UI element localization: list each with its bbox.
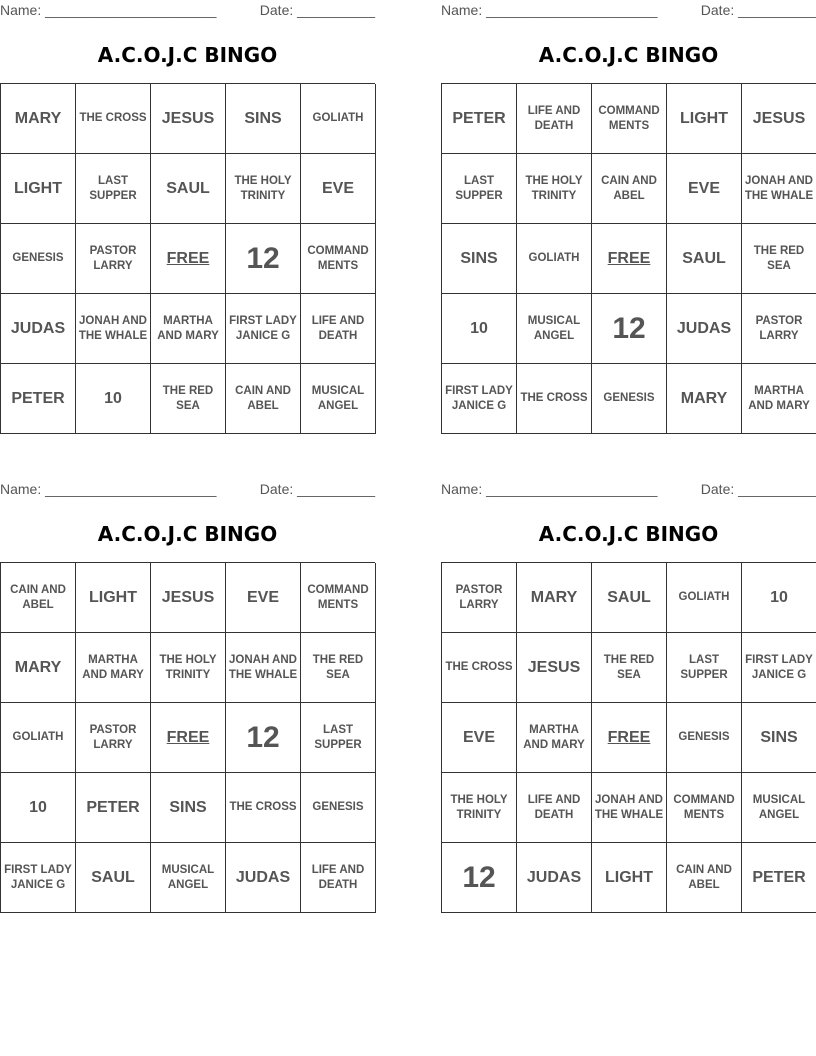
cell-text: LIFE AND DEATH (527, 104, 581, 132)
cell-text: PETER (752, 868, 806, 886)
cell-text: 12 (462, 860, 496, 894)
cell-text: MUSICAL ANGEL (311, 384, 365, 412)
card-title: A.C.O.J.C BINGO (538, 522, 719, 546)
cell-text: MUSICAL ANGEL (527, 314, 581, 342)
bingo-cell (151, 154, 226, 224)
bingo-cell (301, 773, 376, 843)
bingo-cell (1, 633, 76, 703)
cell-text: MARY (680, 389, 728, 407)
cell-text: THE HOLY TRINITY (159, 653, 217, 681)
cell-text: MARY (14, 109, 62, 127)
cell-text: LIFE AND DEATH (311, 863, 365, 891)
name-field: Name: ______________________ (441, 2, 658, 18)
bingo-cell (517, 633, 592, 703)
date-field: Date: __________ (259, 2, 375, 18)
cell-text: GOLIATH (678, 591, 730, 603)
cell-text: JUDAS (526, 868, 582, 886)
cell-text: THE CROSS (520, 392, 588, 404)
bingo-cell (301, 224, 376, 294)
card-title: A.C.O.J.C BINGO (97, 522, 278, 546)
card-header (441, 479, 816, 501)
bingo-cell (442, 633, 517, 703)
bingo-cell (226, 154, 301, 224)
bingo-cell (442, 703, 517, 773)
cell-text: SINS (169, 798, 207, 816)
cell-text: FIRST LADY JANICE G (445, 384, 513, 412)
bingo-cell (517, 773, 592, 843)
bingo-cell (76, 703, 151, 773)
cell-text: THE RED SEA (312, 653, 364, 681)
bingo-cell (1, 773, 76, 843)
bingo-cell (667, 224, 742, 294)
bingo-cell (226, 563, 301, 633)
bingo-cell (76, 224, 151, 294)
bingo-card (441, 479, 816, 913)
cell-text: GOLIATH (12, 731, 64, 743)
cell-text: EVE (462, 728, 495, 746)
cell-text: FREE (166, 249, 210, 267)
cell-text: 10 (104, 389, 122, 407)
bingo-cell (517, 224, 592, 294)
cell-text: LIGHT (680, 109, 728, 127)
cell-text: THE HOLY TRINITY (234, 174, 292, 202)
bingo-cell (76, 633, 151, 703)
bingo-cell (667, 633, 742, 703)
bingo-cell (226, 843, 301, 913)
cell-text: LIGHT (89, 588, 137, 606)
cell-text: EVE (246, 588, 279, 606)
cell-text: GENESIS (603, 392, 655, 404)
bingo-grid (0, 562, 375, 913)
bingo-cell (667, 773, 742, 843)
cell-text: FIRST LADY JANICE G (4, 863, 72, 891)
cell-text: THE CROSS (229, 801, 297, 813)
bingo-cell (151, 633, 226, 703)
bingo-cell (226, 84, 301, 154)
free-space (592, 703, 667, 773)
cell-text: LAST SUPPER (680, 653, 728, 681)
bingo-cell (1, 843, 76, 913)
bingo-cell (442, 224, 517, 294)
bingo-cell (1, 84, 76, 154)
name-field: Name: ______________________ (0, 2, 217, 18)
cell-text: MUSICAL ANGEL (161, 863, 215, 891)
cell-text: SINS (460, 249, 498, 267)
cell-text: PASTOR LARRY (455, 583, 503, 611)
bingo-cell (226, 364, 301, 434)
cell-text: MARTHA AND MARY (748, 384, 810, 412)
card-header (441, 0, 816, 22)
bingo-cell (151, 294, 226, 364)
cell-text: 12 (246, 720, 280, 754)
bingo-grid (441, 83, 816, 434)
bingo-cell (301, 703, 376, 773)
cell-text: LAST SUPPER (89, 174, 137, 202)
cell-text: CAIN AND ABEL (676, 863, 732, 891)
cell-text: FIRST LADY JANICE G (745, 653, 813, 681)
bingo-card (0, 0, 375, 434)
cell-text: COMMAND MENTS (307, 583, 369, 611)
cell-text: COMMAND MENTS (307, 244, 369, 272)
cell-text: PETER (86, 798, 140, 816)
cell-text: THE RED SEA (162, 384, 214, 412)
cell-text: THE CROSS (445, 661, 513, 673)
cell-text: SAUL (682, 249, 726, 267)
bingo-cell (301, 84, 376, 154)
cell-text: LAST SUPPER (314, 723, 362, 751)
date-field: Date: __________ (700, 481, 816, 497)
free-space (151, 224, 226, 294)
bingo-cell (76, 364, 151, 434)
cell-text: GENESIS (678, 731, 730, 743)
bingo-cell (442, 294, 517, 364)
cell-text: LIGHT (14, 179, 62, 197)
cell-text: CAIN AND ABEL (10, 583, 66, 611)
bingo-cell (742, 563, 816, 633)
cell-text: LIFE AND DEATH (527, 793, 581, 821)
cell-text: PETER (11, 389, 65, 407)
bingo-cell (442, 84, 517, 154)
bingo-cell (1, 364, 76, 434)
bingo-card (0, 479, 375, 913)
bingo-cell (667, 364, 742, 434)
bingo-cell (76, 294, 151, 364)
bingo-cell (151, 364, 226, 434)
bingo-cell (742, 364, 816, 434)
cell-text: 10 (29, 798, 47, 816)
bingo-cell (301, 364, 376, 434)
bingo-cell (592, 84, 667, 154)
bingo-cell (742, 154, 816, 224)
bingo-cell (517, 294, 592, 364)
cell-text: MARTHA AND MARY (157, 314, 219, 342)
bingo-cell (442, 843, 517, 913)
cell-text: JESUS (161, 109, 215, 127)
bingo-cell (226, 224, 301, 294)
cell-text: PASTOR LARRY (89, 244, 137, 272)
bingo-cell (1, 154, 76, 224)
bingo-cell (667, 563, 742, 633)
cell-text: MARTHA AND MARY (523, 723, 585, 751)
bingo-cell (742, 633, 816, 703)
bingo-card (441, 0, 816, 434)
name-field: Name: ______________________ (0, 481, 217, 497)
card-title: A.C.O.J.C BINGO (538, 43, 719, 67)
cell-text: FIRST LADY JANICE G (229, 314, 297, 342)
bingo-cell (592, 294, 667, 364)
bingo-cell (742, 703, 816, 773)
bingo-cell (76, 563, 151, 633)
bingo-cell (226, 773, 301, 843)
bingo-cell (1, 703, 76, 773)
cell-text: LIGHT (605, 868, 653, 886)
cell-text: JESUS (527, 658, 581, 676)
cell-text: SAUL (166, 179, 210, 197)
bingo-cell (517, 843, 592, 913)
bingo-cell (442, 773, 517, 843)
cell-text: PASTOR LARRY (755, 314, 803, 342)
bingo-cell (742, 843, 816, 913)
cell-text: THE RED SEA (753, 244, 805, 272)
bingo-cell (742, 224, 816, 294)
cell-text: 12 (612, 311, 646, 345)
bingo-cell (301, 294, 376, 364)
cell-text: JUDAS (10, 319, 66, 337)
bingo-cell (592, 633, 667, 703)
bingo-cell (1, 563, 76, 633)
bingo-grid (0, 83, 375, 434)
bingo-cell (301, 563, 376, 633)
bingo-cell (1, 294, 76, 364)
bingo-cell (592, 843, 667, 913)
cell-text: MARY (530, 588, 578, 606)
cell-text: PASTOR LARRY (89, 723, 137, 751)
bingo-cell (151, 773, 226, 843)
bingo-cell (1, 224, 76, 294)
cell-text: GOLIATH (312, 112, 364, 124)
cell-text: JONAH AND THE WHALE (228, 653, 298, 681)
cell-text: JUDAS (676, 319, 732, 337)
cell-text: GOLIATH (528, 252, 580, 264)
bingo-cell (592, 563, 667, 633)
card-header (0, 479, 375, 501)
bingo-cell (151, 563, 226, 633)
bingo-cell (517, 154, 592, 224)
bingo-cell (517, 563, 592, 633)
bingo-cell (151, 843, 226, 913)
cell-text: GENESIS (12, 252, 64, 264)
cell-text: SINS (760, 728, 798, 746)
cell-text: FREE (166, 728, 210, 746)
bingo-cell (301, 633, 376, 703)
bingo-grid (441, 562, 816, 913)
bingo-cell (592, 773, 667, 843)
cell-text: THE HOLY TRINITY (525, 174, 583, 202)
bingo-cell (76, 154, 151, 224)
bingo-cell (742, 294, 816, 364)
cell-text: EVE (687, 179, 720, 197)
cell-text: JONAH AND THE WHALE (594, 793, 664, 821)
bingo-cell (742, 84, 816, 154)
bingo-cell (667, 154, 742, 224)
bingo-cell (151, 84, 226, 154)
bingo-cell (667, 703, 742, 773)
bingo-cell (442, 154, 517, 224)
cell-text: FREE (607, 728, 651, 746)
bingo-cell (517, 703, 592, 773)
bingo-cell (76, 84, 151, 154)
cell-text: SAUL (91, 868, 135, 886)
bingo-cell (517, 84, 592, 154)
bingo-cell (226, 703, 301, 773)
bingo-cell (226, 633, 301, 703)
card-header (0, 0, 375, 22)
bingo-cell (517, 364, 592, 434)
cell-text: JESUS (752, 109, 806, 127)
bingo-cell (76, 843, 151, 913)
bingo-cell (667, 84, 742, 154)
free-space (151, 703, 226, 773)
cell-text: COMMAND MENTS (598, 104, 660, 132)
bingo-cell (667, 843, 742, 913)
cell-text: GENESIS (312, 801, 364, 813)
bingo-cell (592, 364, 667, 434)
date-field: Date: __________ (700, 2, 816, 18)
cell-text: SAUL (607, 588, 651, 606)
cell-text: CAIN AND ABEL (235, 384, 291, 412)
cell-text: LAST SUPPER (455, 174, 503, 202)
cell-text: MUSICAL ANGEL (752, 793, 806, 821)
cell-text: PETER (452, 109, 506, 127)
cell-text: MARY (14, 658, 62, 676)
cell-text: LIFE AND DEATH (311, 314, 365, 342)
cell-text: 10 (470, 319, 488, 337)
bingo-cell (592, 154, 667, 224)
bingo-cell (76, 773, 151, 843)
bingo-cell (442, 563, 517, 633)
cell-text: FREE (607, 249, 651, 267)
cell-text: EVE (321, 179, 354, 197)
cell-text: MARTHA AND MARY (82, 653, 144, 681)
bingo-cell (667, 294, 742, 364)
bingo-cell (301, 843, 376, 913)
cell-text: 10 (770, 588, 788, 606)
cell-text: THE HOLY TRINITY (450, 793, 508, 821)
date-field: Date: __________ (259, 481, 375, 497)
cell-text: JESUS (161, 588, 215, 606)
cell-text: THE CROSS (79, 112, 147, 124)
name-field: Name: ______________________ (441, 481, 658, 497)
bingo-cell (742, 773, 816, 843)
cell-text: JUDAS (235, 868, 291, 886)
bingo-cell (301, 154, 376, 224)
cell-text: COMMAND MENTS (673, 793, 735, 821)
free-space (592, 224, 667, 294)
card-title: A.C.O.J.C BINGO (97, 43, 278, 67)
cell-text: CAIN AND ABEL (601, 174, 657, 202)
cell-text: JONAH AND THE WHALE (744, 174, 814, 202)
cell-text: SINS (244, 109, 282, 127)
cell-text: JONAH AND THE WHALE (78, 314, 148, 342)
bingo-cell (442, 364, 517, 434)
cell-text: THE RED SEA (603, 653, 655, 681)
cell-text: 12 (246, 241, 280, 275)
bingo-cell (226, 294, 301, 364)
